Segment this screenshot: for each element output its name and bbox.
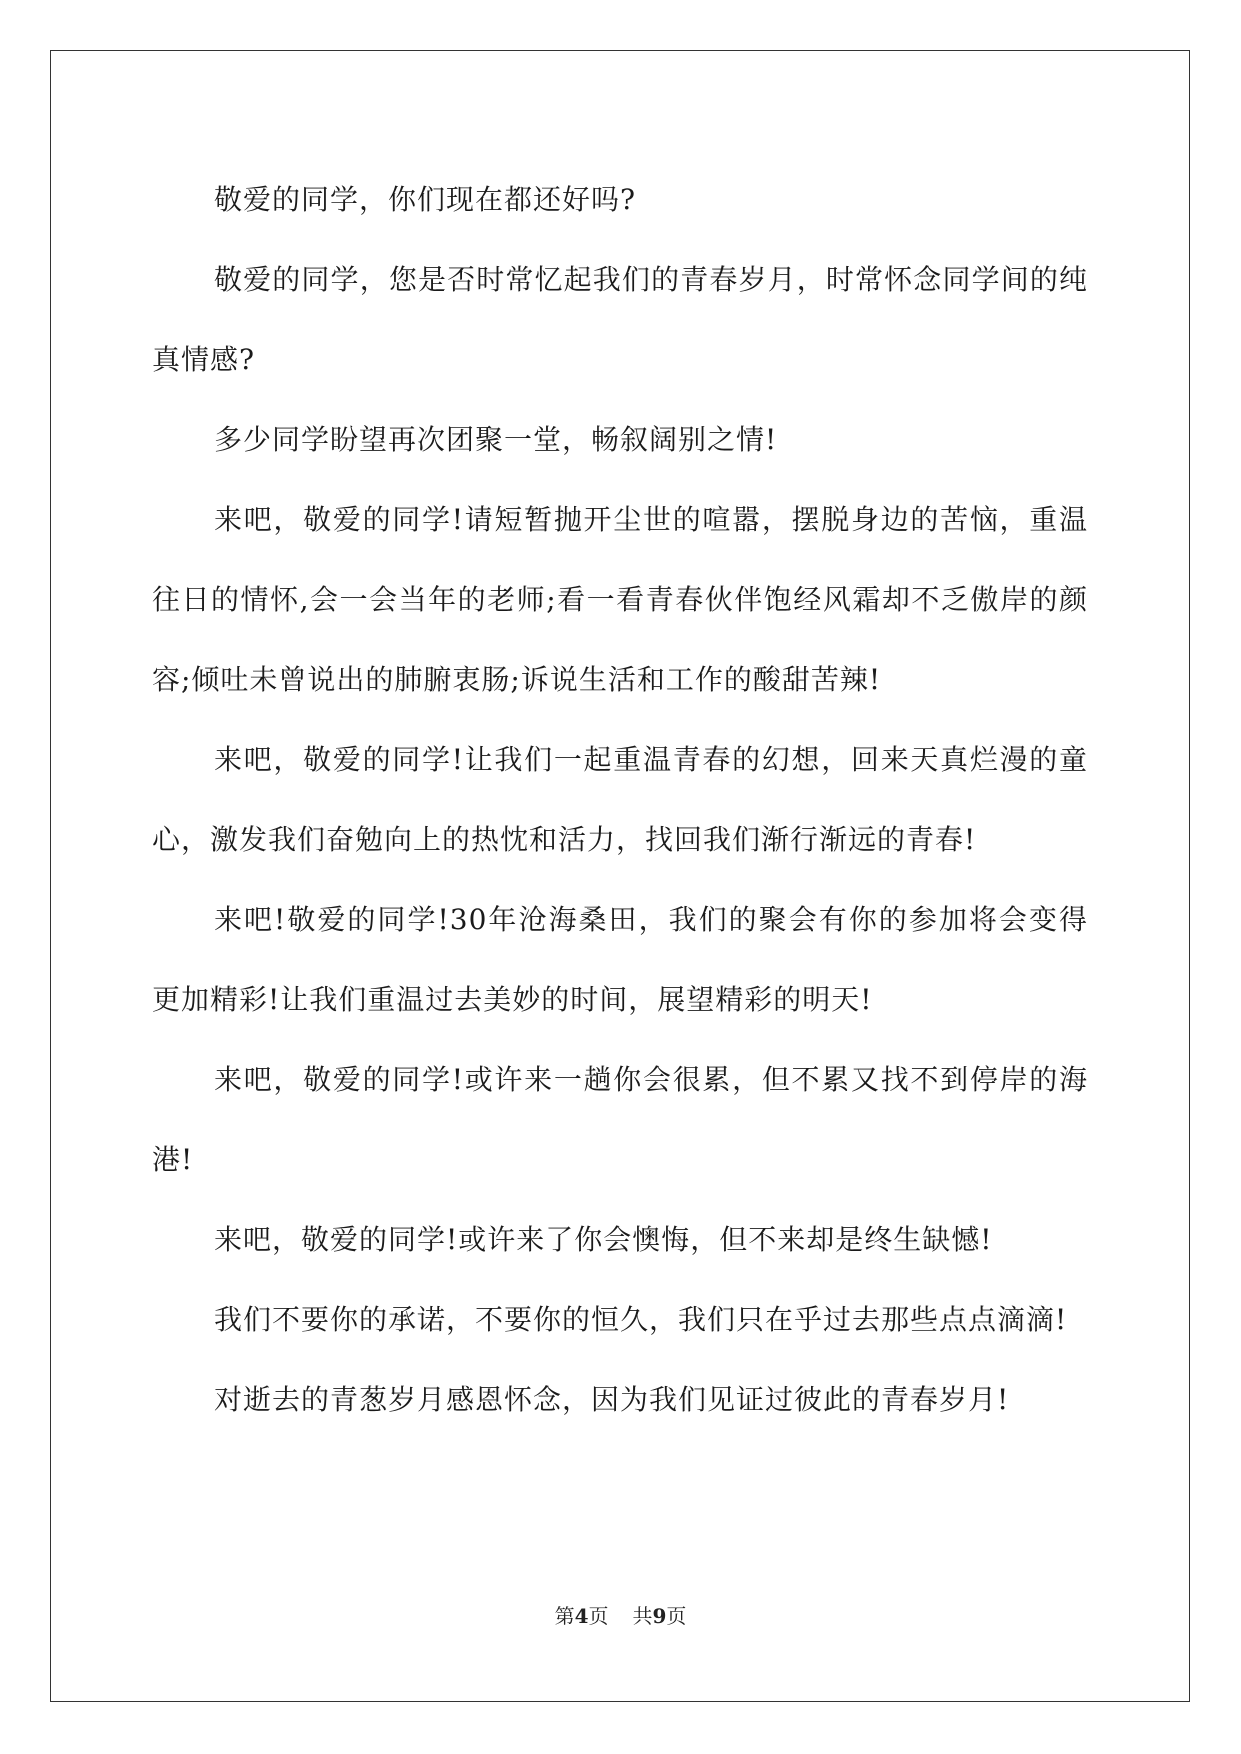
paragraph: 敬爱的同学，你们现在都还好吗? <box>214 183 637 216</box>
page-number-footer <box>0 1600 1241 1629</box>
paragraph: 来吧，敬爱的同学!或许来一趟你会很累，但不累又找不到停岸的海港! <box>152 1063 1088 1176</box>
paragraph: 我们不要你的承诺，不要你的恒久，我们只在乎过去那些点点滴滴! <box>214 1303 1068 1336</box>
current-page-number: 4 <box>574 1604 589 1628</box>
paragraph: 来吧，敬爱的同学!请短暂抛开尘世的喧嚣，摆脱身边的苦恼，重温往日的情怀,会一会当年的老师;看一看青春伙伴饱经风霜却不乏傲岸的颜容;倾吐未曾说出的肺腑衷肠;诉说生活和工作的酸甜苦辣! <box>152 503 1088 696</box>
paragraph: 敬爱的同学，您是否时常忆起我们的青春岁月，时常怀念同学间的纯真情感? <box>152 263 1088 376</box>
document-body <box>152 160 1088 1440</box>
paragraph: 来吧!敬爱的同学!30年沧海桑田，我们的聚会有你的参加将会变得更加精彩!让我们重温过去美妙的时间，展望精彩的明天! <box>152 903 1088 1016</box>
total-prefix: 共 <box>632 1604 653 1628</box>
paragraph: 来吧，敬爱的同学!让我们一起重温青春的幻想，回来天真烂漫的童心，激发我们奋勉向上的热忱和活力，找回我们渐行渐远的青春! <box>152 743 1088 856</box>
paragraph: 对逝去的青葱岁月感恩怀念，因为我们见证过彼此的青春岁月! <box>214 1383 1010 1416</box>
paragraph: 来吧，敬爱的同学!或许来了你会懊悔，但不来却是终生缺憾! <box>214 1223 993 1256</box>
page-suffix: 页 <box>588 1604 609 1628</box>
page-prefix: 第 <box>554 1604 575 1628</box>
paragraph: 多少同学盼望再次团聚一堂，畅叙阔别之情! <box>214 423 778 456</box>
total-page-count: 9 <box>652 1604 667 1628</box>
total-suffix: 页 <box>666 1604 687 1628</box>
